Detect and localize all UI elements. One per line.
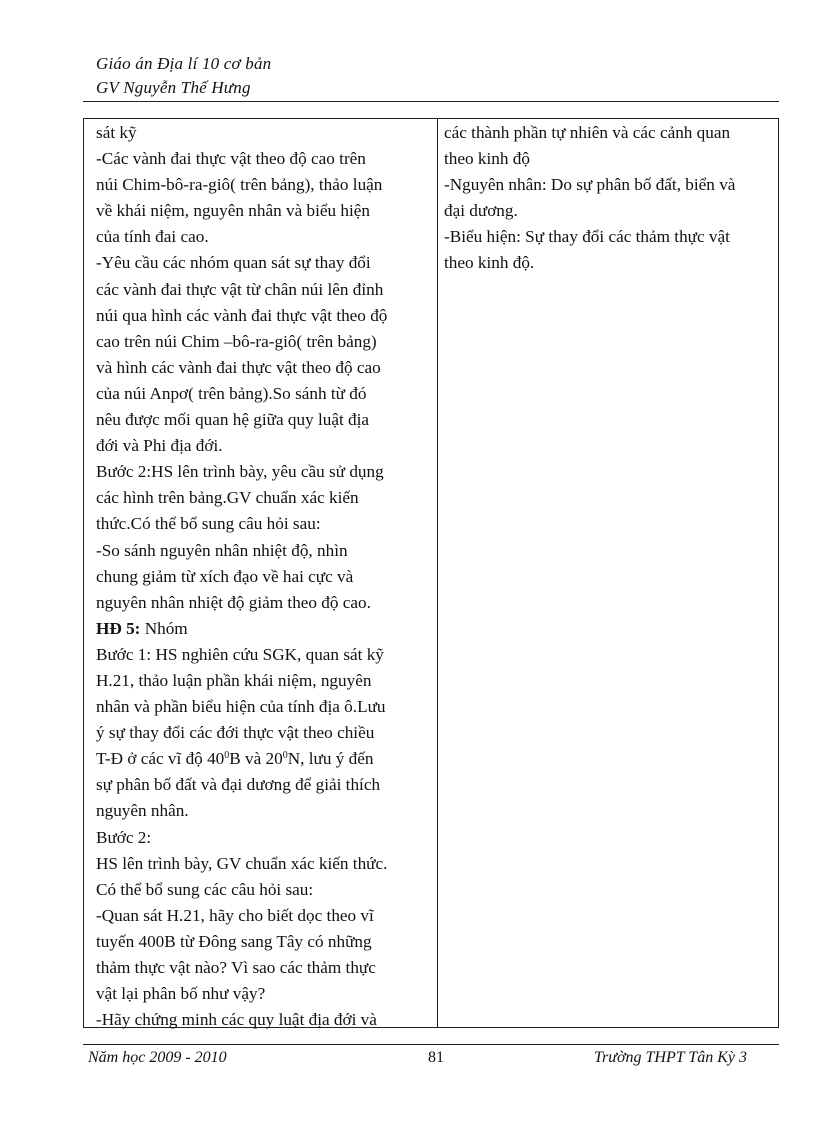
lesson-table — [83, 118, 779, 1028]
text-line: nguyên nhân. — [96, 801, 189, 821]
lat-text-a: T-Đ ở các vĩ độ 40 — [96, 749, 225, 769]
content-text-block — [444, 120, 774, 277]
text-line: cao trên núi Chim –bô-ra-giô( trên bảng) — [96, 331, 377, 351]
text-line: H.21, thảo luận phần khái niệm, nguyên — [96, 670, 372, 690]
text-line: núi Chim-bô-ra-giô( trên bảng), thảo luận — [96, 175, 383, 195]
text-line: sự phân bố đất và đại dương để giải thích — [96, 775, 381, 795]
text-line: núi qua hình các vành đai thực vật theo độ — [96, 305, 388, 325]
text-line: Bước 2: — [96, 827, 152, 847]
text-line: theo kinh độ — [444, 149, 530, 169]
teacher-activity-column — [96, 120, 431, 1033]
text-line: tuyến 400B từ Đông sang Tây có những — [96, 931, 372, 951]
text-line: các thành phần tự nhiên và các cảnh quan — [444, 123, 731, 142]
footer-school-year: Năm học 2009 - 2010 — [88, 1049, 227, 1066]
text-line: và hình các vành đai thực vật theo độ cao — [96, 357, 381, 377]
text-line: các hình trên bảng.GV chuẩn xác kiến — [96, 488, 359, 508]
text-line: -Hãy chứng minh các quy luật địa đới và — [96, 1010, 377, 1030]
header-rule — [83, 101, 779, 102]
text-line: vật lại phân bố như vậy? — [96, 984, 266, 1004]
text-line: theo kinh độ. — [444, 253, 535, 273]
text-line: -So sánh nguyên nhân nhiệt độ, nhìn — [96, 540, 348, 560]
text-line: nêu được mối quan hệ giữa quy luật địa — [96, 410, 370, 430]
hd5-text: Nhóm — [140, 618, 188, 638]
text-line: -Các vành đai thực vật theo độ cao trên — [96, 149, 366, 169]
hd5-label: HĐ 5: — [96, 618, 141, 638]
text-line: Có thể bổ sung các câu hỏi sau: — [96, 879, 314, 899]
lat-text-b: B và 20 — [229, 749, 283, 769]
text-line: Bước 1: HS nghiên cứu SGK, quan sát kỹ — [96, 644, 384, 664]
footer-school-name: Trường THPT Tân Kỳ 3 — [594, 1049, 748, 1066]
text-line: thức.Có thể bổ sung câu hỏi sau: — [96, 514, 321, 534]
content-column — [444, 120, 774, 277]
text-line: -Nguyên nhân: Do sự phân bố đất, biển và — [444, 175, 736, 195]
activity-text-block — [96, 642, 431, 746]
lat-text-c: N, lưu ý đến — [287, 749, 374, 769]
column-divider — [437, 119, 438, 1027]
text-line: -Quan sát H.21, hãy cho biết dọc theo vĩ — [96, 905, 374, 925]
text-line: sát kỹ — [96, 123, 137, 142]
header-subject: Giáo án Địa lí 10 cơ bản — [96, 54, 272, 73]
text-line: chung giảm từ xích đạo về hai cực và — [96, 566, 354, 586]
text-line: HS lên trình bày, GV chuẩn xác kiến thức. — [96, 853, 388, 873]
text-line: của tính đai cao. — [96, 227, 209, 247]
latitude-line — [96, 746, 431, 772]
page-number: 81 — [428, 1049, 444, 1066]
text-line: đại dương. — [444, 201, 518, 221]
text-line: -Biểu hiện: Sự thay đổi các thảm thực vật — [444, 227, 730, 247]
text-line: các vành đai thực vật từ chân núi lên đỉnh — [96, 279, 384, 299]
text-line: về khái niệm, nguyên nhân và biểu hiện — [96, 201, 370, 221]
text-line: nguyên nhân nhiệt độ giảm theo độ cao. — [96, 592, 371, 612]
degree-sup: 0 — [224, 750, 230, 762]
text-line: thảm thực vật nào? Vì sao các thảm thực — [96, 958, 376, 977]
text-line: của núi Anpơ( trên bảng).So sánh từ đó — [96, 383, 367, 403]
text-line: ý sự thay đổi các đới thực vật theo chiều — [96, 723, 375, 743]
text-line: đới và Phi địa đới. — [96, 436, 223, 456]
text-line: Bước 2:HS lên trình bày, yêu cầu sử dụng — [96, 462, 384, 482]
text-line: nhân và phần biểu hiện của tính địa ô.Lưu — [96, 697, 386, 717]
text-line: -Yêu cầu các nhóm quan sát sự thay đổi — [96, 253, 371, 273]
footer-rule — [83, 1044, 779, 1045]
hd5-heading — [96, 616, 431, 642]
degree-sup: 0 — [282, 750, 288, 762]
header-teacher: GV Nguyễn Thế Hưng — [96, 78, 251, 97]
activity-text-block — [96, 120, 431, 616]
activity-text-block — [96, 772, 431, 1033]
